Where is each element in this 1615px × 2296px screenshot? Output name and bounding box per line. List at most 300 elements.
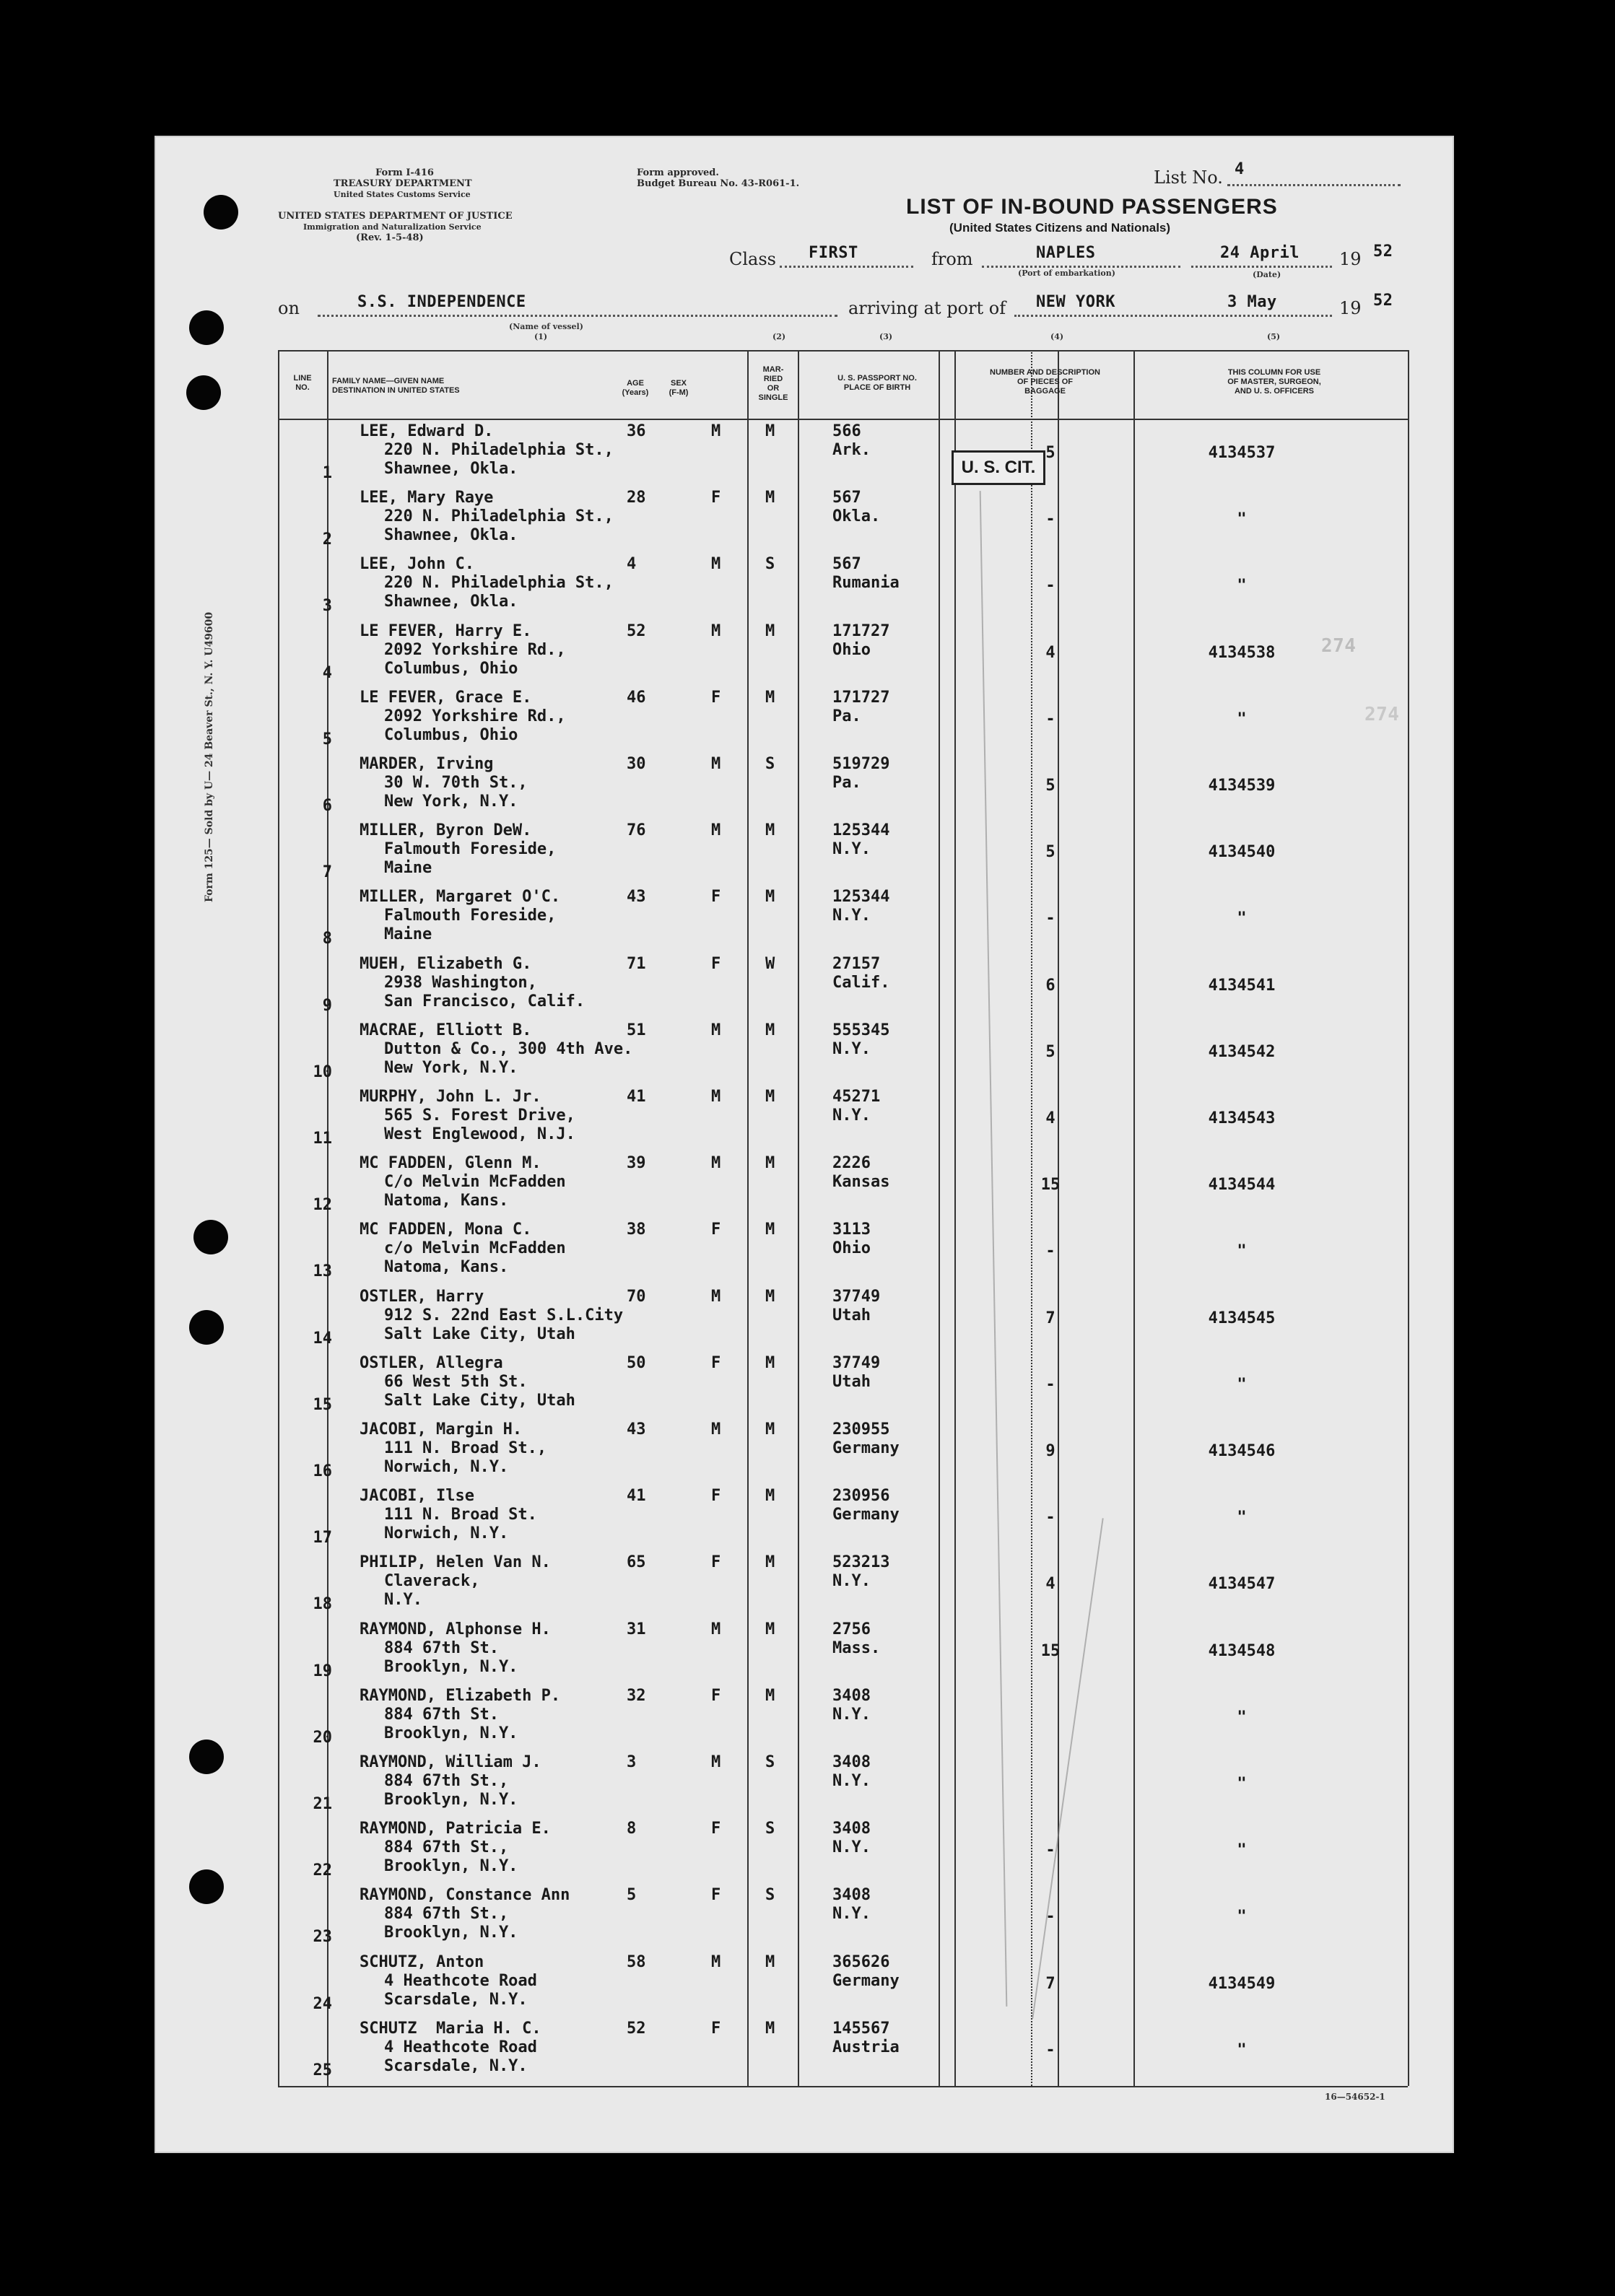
place-of-birth: Ark. [832,441,871,459]
place-of-birth: N.Y. [832,840,871,858]
baggage: 9 [1045,1442,1055,1460]
baggage: 15 [1040,1176,1061,1194]
sex: M [711,1420,721,1439]
form-approved: Form approved. [637,167,719,178]
marital-status: S [765,755,775,773]
header-passport: U. S. PASSPORT NO. PLACE OF BIRTH [837,374,917,392]
us-citizen-stamp: U. S. CIT. [952,450,1045,485]
officer-number: 4134538 [1208,644,1276,662]
passport-no: 566 [832,422,861,440]
year-embark: 52 [1373,243,1393,261]
punch-hole [204,195,238,230]
sex: F [711,888,721,906]
address-line-1: 2092 Yorkshire Rd., [384,641,566,659]
col-num-4: (4) [1050,332,1064,341]
baggage: 7 [1045,1309,1055,1327]
address-line-1: Falmouth Foreside, [384,840,557,858]
place-of-birth: N.Y. [832,1706,871,1724]
passport-no: 567 [832,489,861,507]
year-prefix: 19 [1339,249,1362,269]
age: 43 [627,1420,646,1439]
baggage: 7 [1045,1975,1055,1993]
age: 36 [627,422,646,440]
passport-no: 3408 [832,1886,871,1904]
passenger-name: PHILIP, Helen Van N. [360,1553,551,1571]
passenger-name: MUEH, Elizabeth G. [360,955,532,973]
line-number: 23 [313,1928,332,1946]
age: 28 [627,489,646,507]
header-baggage: NUMBER AND DESCRIPTION OF PIECES OF BAGGAGE [990,368,1100,396]
place-of-birth: Okla. [832,507,881,525]
passport-no: 2226 [832,1154,871,1172]
address-line-1: 66 West 5th St. [384,1373,528,1391]
year-prefix-2: 19 [1339,298,1362,318]
age: 5 [627,1886,637,1904]
passport-no: 171727 [832,622,890,640]
col-num-3: (3) [879,332,893,341]
passenger-name: JACOBI, Ilse [360,1487,474,1505]
line-number: 17 [313,1529,332,1547]
line-number: 11 [313,1130,332,1148]
line-number: 1 [322,464,332,482]
table-row [0,1487,1615,1553]
address-line-1: 884 67th St. [384,1639,499,1657]
sex: M [711,821,721,839]
table-row [0,1953,1615,2020]
table-row [0,1354,1615,1420]
baggage: 5 [1045,777,1055,795]
from-caption: (Port of embarkation) [1018,269,1115,278]
margin-note-2: 274 [1364,704,1400,725]
officer-number: " [1237,1908,1247,1926]
address-line-2: New York, N.Y. [384,1059,518,1077]
line-number: 14 [313,1330,332,1348]
officer-number: 4134546 [1208,1442,1276,1460]
marital-status: M [765,2020,775,2038]
line-number: 15 [313,1396,332,1414]
address-line-2: Maine [384,925,432,943]
marital-status: M [765,622,775,640]
address-line-1: 220 N. Philadelphia St., [384,441,614,459]
sex: F [711,1553,721,1571]
passport-no: 230955 [832,1420,890,1439]
sex: F [711,2020,721,2038]
passenger-name: RAYMOND, Constance Ann [360,1886,570,1904]
age: 41 [627,1088,646,1106]
officer-number: " [1237,2041,1247,2059]
age: 32 [627,1687,646,1705]
sex: M [711,1021,721,1039]
passenger-name: JACOBI, Margin H. [360,1420,523,1439]
table-row [0,1753,1615,1820]
address-line-1: Claverack, [384,1572,480,1590]
passport-no: 3408 [832,1753,871,1771]
table-row [0,755,1615,821]
line-number: 19 [313,1662,332,1680]
passport-no: 230956 [832,1487,890,1505]
passenger-name: OSTLER, Allegra [360,1354,503,1372]
passenger-name: MC FADDEN, Mona C. [360,1221,532,1239]
officer-number: 4134544 [1208,1176,1276,1194]
age: 39 [627,1154,646,1172]
from-port: NAPLES [1036,244,1096,262]
marital-status: M [765,422,775,440]
dept-justice: UNITED STATES DEPARTMENT OF JUSTICE [278,211,513,222]
officer-number: " [1237,1841,1247,1859]
baggage: 5 [1045,1043,1055,1061]
age: 52 [627,622,646,640]
baggage: - [1045,510,1055,528]
sex: M [711,1620,721,1638]
baggage: - [1045,1242,1055,1260]
passenger-name: SCHUTZ Maria H. C. [360,2020,541,2038]
line-number: 24 [313,1995,332,2013]
place-of-birth: Utah [832,1373,871,1391]
header-officers: THIS COLUMN FOR USE OF MASTER, SURGEON, AND U. S. OFFICERS [1227,368,1321,396]
line-number: 10 [313,1063,332,1081]
sex: M [711,1288,721,1306]
punch-hole [186,375,221,410]
marital-status: M [765,1553,775,1571]
passport-no: 519729 [832,755,890,773]
marital-status: M [765,1154,775,1172]
address-line-1: 2938 Washington, [384,974,537,992]
place-of-birth: Rumania [832,574,900,592]
line-number: 20 [313,1729,332,1747]
place-of-birth: Germany [832,1506,900,1524]
passenger-name: LE FEVER, Harry E. [360,622,532,640]
passport-no: 3408 [832,1820,871,1838]
printer-imprint: Form 125— Sold by U— 24 Beaver St., N. Y. U49600 [204,611,215,902]
baggage: 5 [1045,843,1055,861]
passport-no: 2756 [832,1620,871,1638]
table-row [0,555,1615,621]
passenger-name: LEE, John C. [360,555,474,573]
address-line-2: Scarsdale, N.Y. [384,2057,528,2075]
age: 31 [627,1620,646,1638]
sex: F [711,1354,721,1372]
marital-status: M [765,1487,775,1505]
header-married: MAR- RIED OR SINGLE [758,365,788,402]
line-number: 9 [322,997,332,1015]
place-of-birth: N.Y. [832,1040,871,1058]
place-of-birth: N.Y. [832,907,871,925]
sex: M [711,1953,721,1971]
table-row [0,1288,1615,1354]
baggage: 4 [1045,644,1055,662]
page-subtitle: (United States Citizens and Nationals) [949,221,1171,235]
table-row [0,1620,1615,1687]
address-line-2: New York, N.Y. [384,793,518,811]
passenger-name: RAYMOND, Patricia E. [360,1820,551,1838]
marital-status: M [765,1687,775,1705]
age: 30 [627,755,646,773]
dept-treasury: TREASURY DEPARTMENT [334,178,472,189]
address-line-1: 4 Heathcote Road [384,1972,537,1990]
sex: F [711,955,721,973]
line-number: 6 [322,797,332,815]
dept-customs: United States Customs Service [334,190,471,199]
budget-bureau: Budget Bureau No. 43-R061-1. [637,178,800,189]
passenger-name: RAYMOND, Alphonse H. [360,1620,551,1638]
col-num-1: (1) [534,332,548,341]
marital-status: S [765,1753,775,1771]
place-of-birth: N.Y. [832,1838,871,1856]
baggage: - [1045,2041,1055,2059]
officer-number: 4134540 [1208,843,1276,861]
footer-code: 16—54652-1 [1325,2092,1385,2102]
officer-number: " [1237,909,1247,927]
passenger-name: MARDER, Irving [360,755,494,773]
list-no-value: 4 [1235,160,1245,178]
baggage: 4 [1045,1109,1055,1127]
passenger-name: SCHUTZ, Anton [360,1953,484,1971]
arrival-date: 3 May [1227,293,1277,311]
officer-number: " [1237,510,1247,528]
address-line-2: Shawnee, Okla. [384,593,518,611]
line-number: 8 [322,930,332,948]
age: 58 [627,1953,646,1971]
baggage: 4 [1045,1575,1055,1593]
sex: F [711,689,721,707]
line-number: 2 [322,531,332,549]
passport-no: 125344 [832,888,890,906]
officer-number: " [1237,1376,1247,1394]
place-of-birth: Germany [832,1972,900,1990]
place-of-birth: Ohio [832,641,871,659]
passenger-name: LE FEVER, Grace E. [360,689,532,707]
officer-number: " [1237,1509,1247,1527]
passenger-name: RAYMOND, Elizabeth P. [360,1687,561,1705]
header-name: FAMILY NAME—GIVEN NAME DESTINATION IN UNITED STATES [332,377,460,395]
table-row [0,489,1615,555]
age: 51 [627,1021,646,1039]
passenger-name: MILLER, Margaret O'C. [360,888,561,906]
table-row [0,1820,1615,1886]
passport-no: 3113 [832,1221,871,1239]
sex: F [711,1820,721,1838]
marital-status: W [765,955,775,973]
marital-status: M [765,1221,775,1239]
place-of-birth: N.Y. [832,1106,871,1125]
passenger-name: OSTLER, Harry [360,1288,484,1306]
address-line-1: c/o Melvin McFadden [384,1239,566,1257]
line-number: 5 [322,730,332,748]
age: 46 [627,689,646,707]
margin-note: 274 [1321,635,1357,657]
officer-number: 4134541 [1208,977,1276,995]
line-number: 16 [313,1462,332,1480]
address-line-2: Brooklyn, N.Y. [384,1658,518,1676]
officer-number: 4134543 [1208,1109,1276,1127]
baggage: 5 [1045,444,1055,462]
address-line-1: 4 Heathcote Road [384,2038,537,2056]
officer-number: " [1237,1775,1247,1793]
baggage: - [1045,1908,1055,1926]
baggage: - [1045,909,1055,927]
address-line-1: 111 N. Broad St., [384,1439,547,1457]
officer-number: " [1237,710,1247,728]
address-line-2: Columbus, Ohio [384,660,518,678]
on-label: on [278,298,300,318]
line-number: 12 [313,1196,332,1214]
class-value: FIRST [809,244,858,262]
age: 43 [627,888,646,906]
officer-number: 4134547 [1208,1575,1276,1593]
age: 52 [627,2020,646,2038]
line-number: 3 [322,597,332,615]
place-of-birth: Mass. [832,1639,881,1657]
line-number: 25 [313,2061,332,2079]
punch-hole [189,310,224,345]
address-line-2: N.Y. [384,1591,422,1609]
address-line-1: 2092 Yorkshire Rd., [384,707,566,725]
baggage: - [1045,577,1055,595]
address-line-2: Brooklyn, N.Y. [384,1924,518,1942]
col-num-5: (5) [1267,332,1281,341]
address-line-1: 884 67th St., [384,1905,509,1923]
age: 76 [627,821,646,839]
line-number: 4 [322,664,332,682]
marital-status: M [765,1354,775,1372]
passport-no: 145567 [832,2020,890,2038]
passport-no: 45271 [832,1088,881,1106]
table-row [0,1221,1615,1287]
passenger-name: MACRAE, Elliott B. [360,1021,532,1039]
passenger-name: RAYMOND, William J. [360,1753,541,1771]
passport-no: 567 [832,555,861,573]
address-line-1: 912 S. 22nd East S.L.City [384,1306,624,1324]
passenger-name: LEE, Edward D. [360,422,494,440]
address-line-2: Salt Lake City, Utah [384,1392,575,1410]
address-line-1: Dutton & Co., 300 4th Ave. [384,1040,633,1058]
table-row [0,1088,1615,1154]
page-title: LIST OF IN-BOUND PASSENGERS [906,195,1278,219]
sex: F [711,1886,721,1904]
date-caption: (Date) [1253,270,1281,279]
address-line-2: Brooklyn, N.Y. [384,1857,518,1875]
officer-number: " [1237,1242,1247,1260]
place-of-birth: Kansas [832,1173,890,1191]
passport-no: 365626 [832,1953,890,1971]
sex: M [711,755,721,773]
address-line-2: Natoma, Kans. [384,1192,509,1210]
passport-no: 37749 [832,1354,881,1372]
address-line-2: Brooklyn, N.Y. [384,1724,518,1742]
address-line-2: Norwich, N.Y. [384,1458,509,1476]
place-of-birth: N.Y. [832,1572,871,1590]
place-of-birth: Austria [832,2038,900,2056]
baggage: - [1045,1376,1055,1394]
address-line-2: Salt Lake City, Utah [384,1325,575,1343]
line-number: 22 [313,1861,332,1880]
from-label: from [931,249,973,269]
marital-status: M [765,489,775,507]
address-line-1: 884 67th St., [384,1772,509,1790]
table-row [0,1021,1615,1088]
passport-no: 27157 [832,955,881,973]
class-label: Class [729,249,776,269]
vessel-name: S.S. INDEPENDENCE [357,293,526,311]
officer-number: " [1237,1708,1247,1727]
officer-number: " [1237,577,1247,595]
officer-number: 4134548 [1208,1642,1276,1660]
line-number: 7 [322,863,332,881]
address-line-1: 884 67th St., [384,1838,509,1856]
officer-number: 4134537 [1208,444,1276,462]
marital-status: M [765,1021,775,1039]
marital-status: S [765,555,775,573]
marital-status: M [765,1288,775,1306]
arrival-port: NEW YORK [1036,293,1115,311]
form-revision: (Rev. 1-5-48) [356,232,424,243]
marital-status: M [765,1088,775,1106]
sex: M [711,422,721,440]
table-row [0,1553,1615,1620]
officer-number: 4134539 [1208,777,1276,795]
passenger-name: LEE, Mary Raye [360,489,494,507]
passport-no: 37749 [832,1288,881,1306]
table-row [0,1420,1615,1487]
table-row [0,2020,1615,2086]
table-row [0,1886,1615,1952]
age: 70 [627,1288,646,1306]
place-of-birth: N.Y. [832,1905,871,1923]
passport-no: 555345 [832,1021,890,1039]
baggage: - [1045,710,1055,728]
marital-status: M [765,888,775,906]
address-line-1: 565 S. Forest Drive, [384,1106,575,1125]
place-of-birth: Pa. [832,774,861,792]
age: 41 [627,1487,646,1505]
age: 8 [627,1820,637,1838]
table-row [0,821,1615,888]
address-line-1: Falmouth Foreside, [384,907,557,925]
address-line-2: San Francisco, Calif. [384,992,586,1010]
age: 50 [627,1354,646,1372]
sex: M [711,1753,721,1771]
sex: M [711,1088,721,1106]
address-line-2: Scarsdale, N.Y. [384,1991,528,2009]
baggage: - [1045,1509,1055,1527]
table-row [0,622,1615,689]
marital-status: M [765,689,775,707]
marital-status: M [765,1953,775,1971]
address-line-2: Maine [384,859,432,877]
marital-status: S [765,1886,775,1904]
marital-status: M [765,1620,775,1638]
line-number: 21 [313,1795,332,1813]
age: 38 [627,1221,646,1239]
header-line-no: LINE NO. [293,374,312,392]
place-of-birth: Calif. [832,974,890,992]
sex: F [711,1487,721,1505]
age: 71 [627,955,646,973]
marital-status: M [765,1420,775,1439]
address-line-2: Norwich, N.Y. [384,1524,509,1542]
passenger-name: MC FADDEN, Glenn M. [360,1154,541,1172]
form-number: Form I-416 [375,167,434,178]
date-embark: 24 April [1220,244,1300,262]
address-line-1: C/o Melvin McFadden [384,1173,566,1191]
age: 3 [627,1753,637,1771]
col-num-2: (2) [772,332,786,341]
passport-no: 171727 [832,689,890,707]
baggage: 6 [1045,977,1055,995]
age: 65 [627,1553,646,1571]
address-line-1: 220 N. Philadelphia St., [384,507,614,525]
address-line-1: 220 N. Philadelphia St., [384,574,614,592]
